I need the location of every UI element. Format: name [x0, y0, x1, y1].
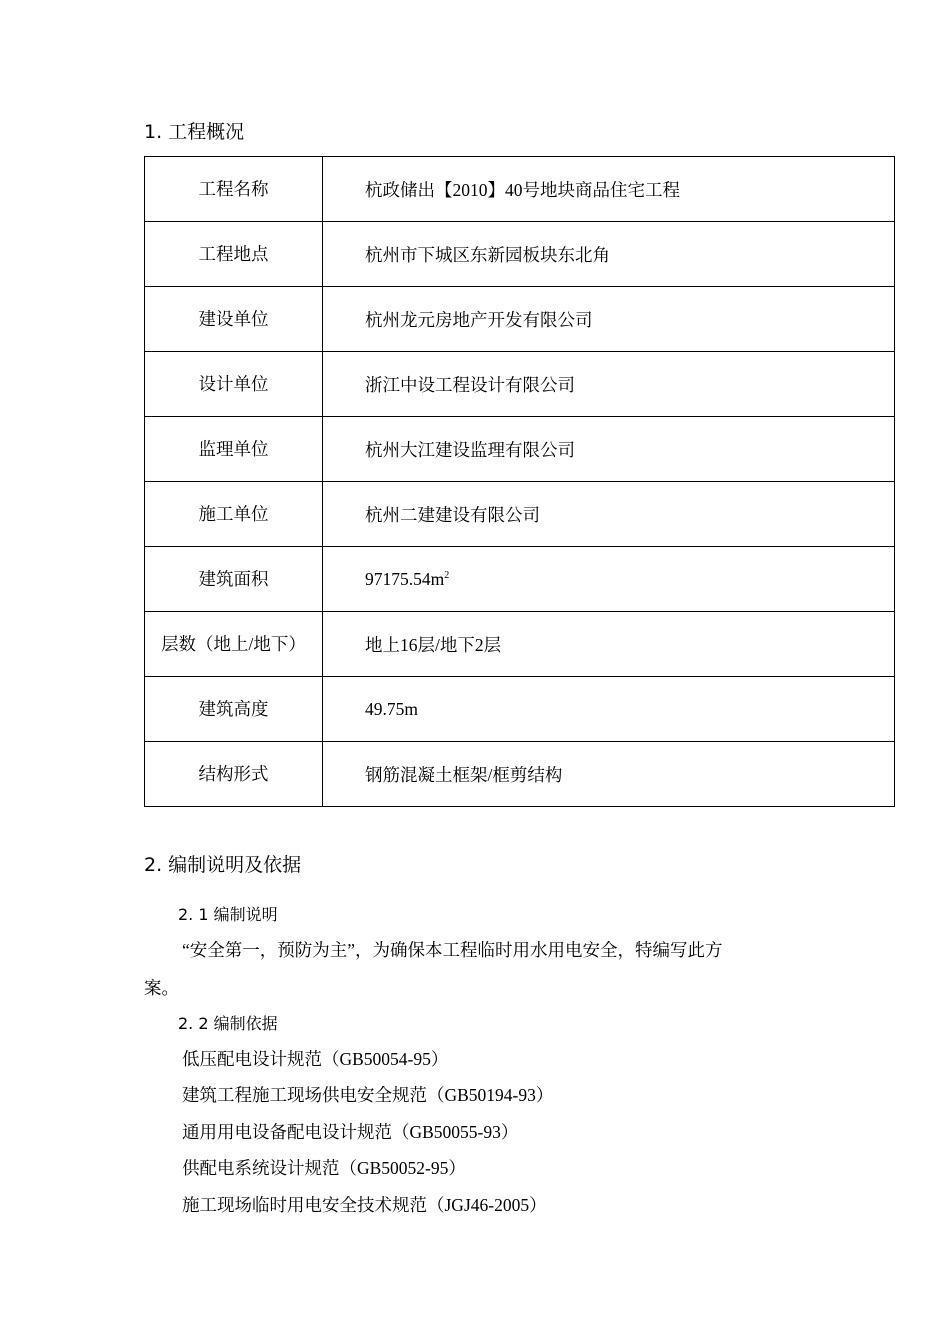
row-label: 监理单位 [145, 417, 323, 482]
row-label: 施工单位 [145, 482, 323, 547]
section-2-heading: 2. 编制说明及依据 [144, 854, 302, 876]
table-row [145, 157, 895, 222]
row-value: 杭州龙元房地产开发有限公司 [323, 287, 895, 352]
row-label: 设计单位 [145, 352, 323, 417]
basis-list-item: 低压配电设计规范（GB50054-95） [182, 1049, 449, 1069]
table-row [145, 222, 895, 287]
row-value: 杭州大江建设监理有限公司 [323, 417, 895, 482]
table-row [145, 482, 895, 547]
area-unit-superscript: 2 [444, 569, 450, 581]
row-label: 工程名称 [145, 157, 323, 222]
row-value: 49.75m [323, 677, 895, 742]
subsection-2-2-heading: 2. 2 编制依据 [178, 1014, 278, 1033]
subsection-2-1-heading: 2. 1 编制说明 [178, 905, 278, 924]
row-label: 工程地点 [145, 222, 323, 287]
project-overview-table [144, 156, 895, 807]
description-paragraph-line-1: “安全第一，预防为主”，为确保本工程临时用水用电安全，特编写此方 [182, 940, 723, 960]
basis-list-item: 施工现场临时用电安全技术规范（JGJ46-2005） [182, 1195, 547, 1215]
row-value [323, 547, 895, 612]
basis-list-item: 供配电系统设计规范（GB50052-95） [182, 1158, 466, 1178]
basis-list-item: 建筑工程施工现场供电安全规范（GB50194-93） [182, 1085, 554, 1105]
table-row [145, 547, 895, 612]
table-row [145, 287, 895, 352]
row-label: 层数（地上/地下） [145, 612, 323, 677]
row-value: 杭政储出【2010】40号地块商品住宅工程 [323, 157, 895, 222]
row-value: 钢筋混凝土框架/框剪结构 [323, 742, 895, 807]
row-value: 地上16层/地下2层 [323, 612, 895, 677]
area-value: 97175.54m [365, 568, 445, 589]
row-label: 建筑面积 [145, 547, 323, 612]
row-label: 建筑高度 [145, 677, 323, 742]
table-row [145, 612, 895, 677]
row-label: 结构形式 [145, 742, 323, 807]
section-1-heading: 1. 工程概况 [144, 121, 245, 143]
table-row [145, 677, 895, 742]
table-row [145, 417, 895, 482]
row-value: 杭州二建建设有限公司 [323, 482, 895, 547]
basis-list-item: 通用用电设备配电设计规范（GB50055-93） [182, 1122, 519, 1142]
row-label: 建设单位 [145, 287, 323, 352]
table-row [145, 742, 895, 807]
row-value: 浙江中设工程设计有限公司 [323, 352, 895, 417]
table-row [145, 352, 895, 417]
row-value: 杭州市下城区东新园板块东北角 [323, 222, 895, 287]
description-paragraph-line-2: 案。 [144, 978, 179, 998]
